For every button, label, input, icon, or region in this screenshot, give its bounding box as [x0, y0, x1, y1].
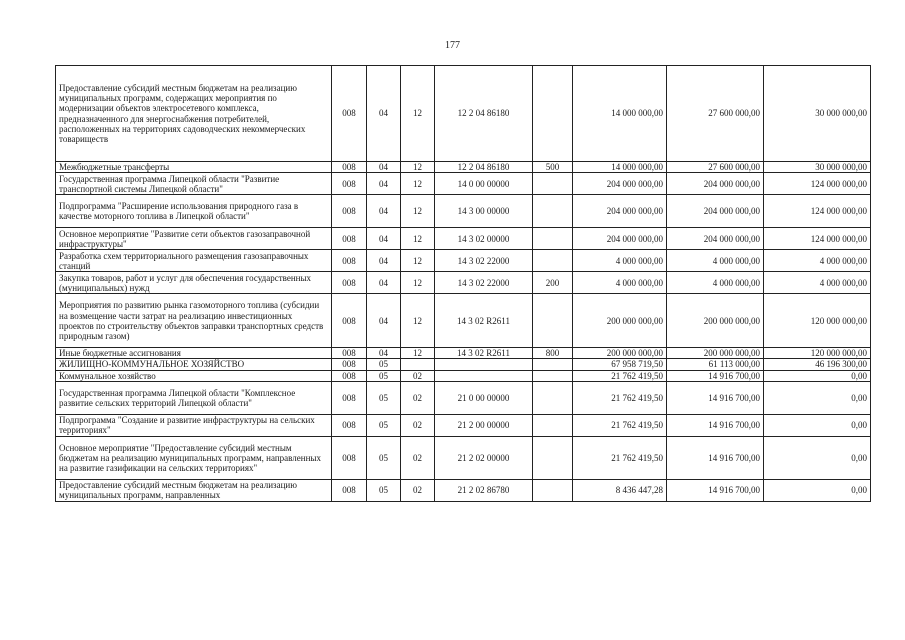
subsection-code: 12 [401, 66, 435, 162]
amount-year-3: 46 196 300,00 [764, 359, 871, 370]
target-article-code: 21 2 02 00000 [435, 436, 533, 479]
section-code: 05 [367, 479, 401, 501]
expense-type-code [533, 381, 573, 414]
target-article-code: 14 0 00 00000 [435, 173, 533, 195]
section-code: 04 [367, 348, 401, 359]
table-row [56, 228, 871, 250]
table-row [56, 162, 871, 173]
target-article-code: 21 2 02 86780 [435, 479, 533, 501]
amount-year-1: 204 000 000,00 [573, 228, 667, 250]
amount-year-3: 30 000 000,00 [764, 162, 871, 173]
amount-year-2: 14 916 700,00 [667, 436, 764, 479]
subsection-code: 12 [401, 195, 435, 228]
ministry-code: 008 [332, 479, 367, 501]
table-row [56, 173, 871, 195]
target-article-code: 14 3 00 00000 [435, 195, 533, 228]
amount-year-1: 21 762 419,50 [573, 414, 667, 436]
target-article-code [435, 359, 533, 370]
amount-year-2: 4 000 000,00 [667, 250, 764, 272]
subsection-code: 02 [401, 414, 435, 436]
ministry-code: 008 [332, 250, 367, 272]
section-code: 05 [367, 414, 401, 436]
amount-year-2: 4 000 000,00 [667, 272, 764, 294]
subsection-code: 12 [401, 162, 435, 173]
row-name: Подпрограмма "Создание и развитие инфраструктуры на сельских территориях" [56, 414, 332, 436]
row-name: Основное мероприятие "Предоставление субсидий местным бюджетам на реализацию муниципальных программ, направленных на развитие газификации на сельских территориях" [56, 436, 332, 479]
row-name: Разработка схем территориального размещения газозаправочных станций [56, 250, 332, 272]
section-code: 05 [367, 381, 401, 414]
amount-year-2: 27 600 000,00 [667, 66, 764, 162]
amount-year-3: 120 000 000,00 [764, 348, 871, 359]
table-row [56, 195, 871, 228]
amount-year-1: 4 000 000,00 [573, 250, 667, 272]
amount-year-3: 0,00 [764, 414, 871, 436]
row-name: Основное мероприятие "Развитие сети объектов газозаправочной инфраструктуры" [56, 228, 332, 250]
table-row [56, 250, 871, 272]
subsection-code: 12 [401, 272, 435, 294]
table-row [56, 359, 871, 370]
section-code: 04 [367, 173, 401, 195]
table-row [56, 381, 871, 414]
subsection-code: 02 [401, 370, 435, 381]
amount-year-1: 67 958 719,50 [573, 359, 667, 370]
amount-year-3: 0,00 [764, 479, 871, 501]
target-article-code: 14 3 02 00000 [435, 228, 533, 250]
row-name: Мероприятия по развитию рынка газомоторного топлива (субсидии на возмещение части затрат на реализацию инвестиционных проектов по строительству объектов заправки транспортных средств природным газом) [56, 294, 332, 348]
table-row [56, 414, 871, 436]
target-article-code: 14 3 02 R2611 [435, 294, 533, 348]
amount-year-1: 4 000 000,00 [573, 272, 667, 294]
subsection-code: 12 [401, 294, 435, 348]
amount-year-1: 14 000 000,00 [573, 66, 667, 162]
target-article-code: 14 3 02 22000 [435, 250, 533, 272]
amount-year-3: 124 000 000,00 [764, 228, 871, 250]
amount-year-2: 204 000 000,00 [667, 173, 764, 195]
amount-year-2: 200 000 000,00 [667, 348, 764, 359]
row-name: Закупка товаров, работ и услуг для обеспечения государственных (муниципальных) нужд [56, 272, 332, 294]
expense-type-code [533, 359, 573, 370]
amount-year-3: 120 000 000,00 [764, 294, 871, 348]
ministry-code: 008 [332, 348, 367, 359]
ministry-code: 008 [332, 436, 367, 479]
amount-year-2: 14 916 700,00 [667, 370, 764, 381]
row-name: Иные бюджетные ассигнования [56, 348, 332, 359]
subsection-code [401, 359, 435, 370]
amount-year-3: 30 000 000,00 [764, 66, 871, 162]
ministry-code: 008 [332, 381, 367, 414]
target-article-code: 21 0 00 00000 [435, 381, 533, 414]
section-code: 04 [367, 250, 401, 272]
amount-year-1: 8 436 447,28 [573, 479, 667, 501]
amount-year-1: 204 000 000,00 [573, 195, 667, 228]
amount-year-3: 124 000 000,00 [764, 195, 871, 228]
ministry-code: 008 [332, 359, 367, 370]
expense-type-code [533, 195, 573, 228]
ministry-code: 008 [332, 370, 367, 381]
section-code: 05 [367, 359, 401, 370]
expense-type-code [533, 370, 573, 381]
target-article-code: 12 2 04 86180 [435, 162, 533, 173]
ministry-code: 008 [332, 294, 367, 348]
subsection-code: 12 [401, 228, 435, 250]
section-code: 05 [367, 436, 401, 479]
ministry-code: 008 [332, 173, 367, 195]
row-name: Предоставление субсидий местным бюджетам на реализацию муниципальных программ, направленных [56, 479, 332, 501]
amount-year-2: 61 113 000,00 [667, 359, 764, 370]
amount-year-2: 204 000 000,00 [667, 195, 764, 228]
amount-year-1: 200 000 000,00 [573, 348, 667, 359]
table-row [56, 348, 871, 359]
page-number: 177 [445, 40, 460, 51]
amount-year-3: 0,00 [764, 370, 871, 381]
section-code: 04 [367, 228, 401, 250]
row-name: Коммунальное хозяйство [56, 370, 332, 381]
amount-year-1: 204 000 000,00 [573, 173, 667, 195]
budget-table [55, 65, 871, 502]
amount-year-1: 21 762 419,50 [573, 370, 667, 381]
amount-year-2: 14 916 700,00 [667, 414, 764, 436]
row-name: Государственная программа Липецкой области "Развитие транспортной системы Липецкой области" [56, 173, 332, 195]
expense-type-code [533, 479, 573, 501]
subsection-code: 02 [401, 479, 435, 501]
table-row [56, 294, 871, 348]
target-article-code: 14 3 02 22000 [435, 272, 533, 294]
ministry-code: 008 [332, 162, 367, 173]
ministry-code: 008 [332, 228, 367, 250]
subsection-code: 02 [401, 436, 435, 479]
expense-type-code: 800 [533, 348, 573, 359]
amount-year-1: 14 000 000,00 [573, 162, 667, 173]
table-row [56, 370, 871, 381]
row-name: Межбюджетные трансферты [56, 162, 332, 173]
target-article-code: 12 2 04 86180 [435, 66, 533, 162]
expense-type-code [533, 414, 573, 436]
ministry-code: 008 [332, 66, 367, 162]
section-code: 04 [367, 272, 401, 294]
amount-year-3: 0,00 [764, 381, 871, 414]
section-code: 04 [367, 195, 401, 228]
table-row [56, 479, 871, 501]
amount-year-2: 14 916 700,00 [667, 479, 764, 501]
amount-year-2: 14 916 700,00 [667, 381, 764, 414]
table-row [56, 272, 871, 294]
subsection-code: 12 [401, 348, 435, 359]
expense-type-code [533, 173, 573, 195]
row-name: ЖИЛИЩНО-КОММУНАЛЬНОЕ ХОЗЯЙСТВО [56, 359, 332, 370]
subsection-code: 12 [401, 173, 435, 195]
target-article-code: 14 3 02 R2611 [435, 348, 533, 359]
amount-year-2: 27 600 000,00 [667, 162, 764, 173]
table-row [56, 436, 871, 479]
amount-year-3: 0,00 [764, 436, 871, 479]
amount-year-1: 21 762 419,50 [573, 436, 667, 479]
amount-year-1: 200 000 000,00 [573, 294, 667, 348]
subsection-code: 02 [401, 381, 435, 414]
table-row [56, 66, 871, 162]
amount-year-2: 200 000 000,00 [667, 294, 764, 348]
amount-year-3: 4 000 000,00 [764, 272, 871, 294]
amount-year-3: 4 000 000,00 [764, 250, 871, 272]
section-code: 04 [367, 66, 401, 162]
expense-type-code [533, 294, 573, 348]
ministry-code: 008 [332, 272, 367, 294]
ministry-code: 008 [332, 414, 367, 436]
subsection-code: 12 [401, 250, 435, 272]
expense-type-code: 200 [533, 272, 573, 294]
expense-type-code [533, 250, 573, 272]
expense-type-code [533, 66, 573, 162]
section-code: 04 [367, 162, 401, 173]
row-name: Предоставление субсидий местным бюджетам на реализацию муниципальных программ, содержащих мероприятия по модернизации объектов электросетевого комплекса, предназначенного для энергоснабжения потребителей, расположенных на территориях садоводческих некоммерческих товариществ [56, 66, 332, 162]
expense-type-code [533, 228, 573, 250]
row-name: Государственная программа Липецкой области "Комплексное развитие сельских территорий Липецкой области" [56, 381, 332, 414]
expense-type-code: 500 [533, 162, 573, 173]
section-code: 05 [367, 370, 401, 381]
ministry-code: 008 [332, 195, 367, 228]
amount-year-1: 21 762 419,50 [573, 381, 667, 414]
target-article-code [435, 370, 533, 381]
amount-year-3: 124 000 000,00 [764, 173, 871, 195]
expense-type-code [533, 436, 573, 479]
row-name: Подпрограмма "Расширение использования природного газа в качестве моторного топлива в Липецкой области" [56, 195, 332, 228]
target-article-code: 21 2 00 00000 [435, 414, 533, 436]
amount-year-2: 204 000 000,00 [667, 228, 764, 250]
section-code: 04 [367, 294, 401, 348]
